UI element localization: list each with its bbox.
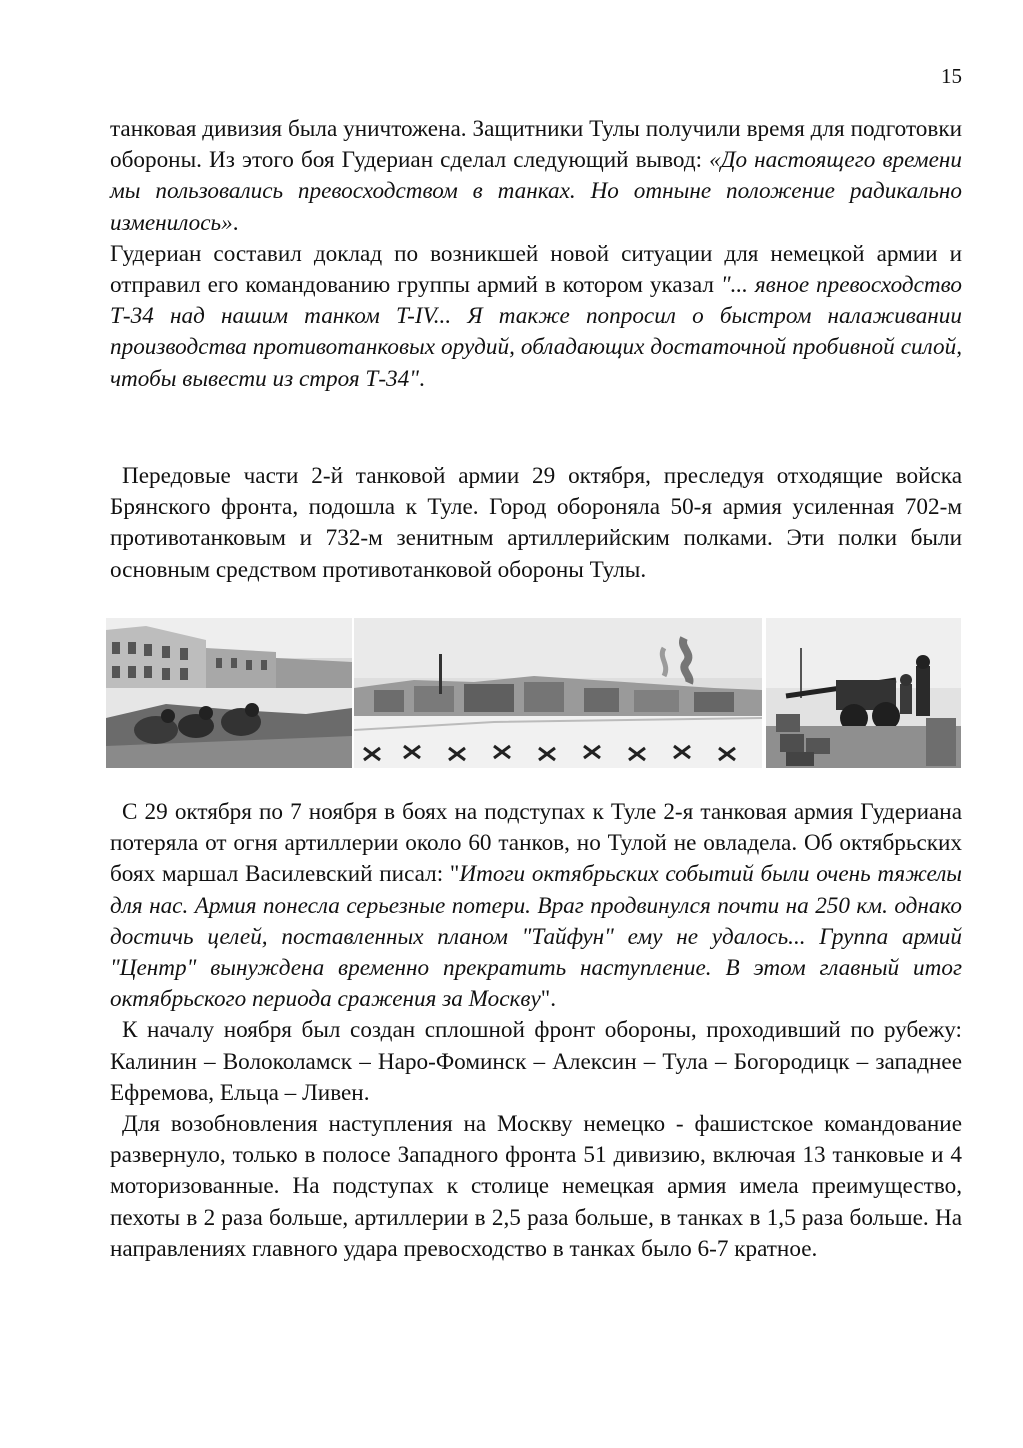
- paragraph-text: Гудериан составил доклад по возникшей новой ситуации для немецкой армии и отправил его командованию группы армий в котором указал: [110, 240, 962, 299]
- guderian-quote: «До настоящего времени мы пользовались превосходством в танках. Но отныне положение радикально изменилось»: [110, 147, 962, 236]
- page-number: 15: [941, 64, 962, 88]
- text-block-top: [110, 114, 962, 395]
- photo-street-trench: [106, 618, 352, 768]
- report-quote: "... явное превосходство Т-34 над нашим танком T-IV... Я также попросил о быстром налаживании производства противотанковых орудий, обладающих достаточной пробивной силой, чтобы вывести из строя Т-34": [110, 272, 962, 392]
- paragraph-end: .: [418, 365, 425, 392]
- paragraph-end: ".: [540, 986, 556, 1013]
- paragraph-end: .: [232, 209, 239, 236]
- text-block-bottom: [110, 797, 962, 1265]
- paragraph-offensive-forces: Для возобновления наступления на Москву немецко - фашистское командование развернуло, только в полосе Западного фронта 51 дивизию, включая 13 танковые и 4 моторизованные. На подступах к столице немецкая армия имела преимущество, пехоты в 2 раза больше, артиллерии в 2,5 раза больше, в танках в 1,5 раза больше. На направлениях главного удара превосходство в танках было 6-7 кратное.: [110, 1111, 962, 1262]
- paragraph-tula-defense: Передовые части 2-й танковой армии 29 октября, преследуя отходящие войска Брянского фронта, подошла к Туле. Город обороняла 50-я армия усиленная 702-м противотанковым и 732-м зенитным артиллерийским полками. Эти полки были основным средством противотанковой обороны Тулы.: [110, 463, 962, 583]
- paragraph-guderian-report: [110, 239, 962, 395]
- paragraph-vasilevsky: [110, 797, 962, 1015]
- paragraph-text: С 29 октября по 7 ноября в боях на подступах к Туле 2-я танковая армия Гудериана потеряла от огня артиллерии около 60 танков, но Тулой не овладела. Об октябрьских боях маршал Василевский писал: ": [110, 799, 962, 888]
- photo-strip: [106, 618, 961, 768]
- paragraph-text: танковая дивизия была уничтожена. Защитники Тулы получили время для подготовки обороны. Из этого боя Гудериан сделал следующий вывод:: [110, 116, 962, 174]
- photo-artillery-crew: [766, 618, 961, 768]
- vasilevsky-quote: Итоги октябрьских событий были очень тяжелы для нас. Армия понесла серьезные потери. Враг продвинулся почти на 250 км. однако достичь целей, поставленных планом "Тайфун" ему не удалось... Группа армий "Центр" вынуждена временно прекратить наступление. В этом главный итог октябрьского периода сражения за Москву: [110, 861, 963, 1013]
- photo-panorama-hedgehogs: [354, 618, 762, 768]
- text-block-middle: [110, 461, 962, 586]
- paragraph-guderian-conclusion: [110, 114, 962, 239]
- paragraph-defense-line: К началу ноября был создан сплошной фронт обороны, проходивший по рубежу: Калинин – Волоколамск – Наро-Фоминск – Алексин – Тула – Богородицк – западнее Ефремова, Ельца – Ливен.: [110, 1017, 962, 1106]
